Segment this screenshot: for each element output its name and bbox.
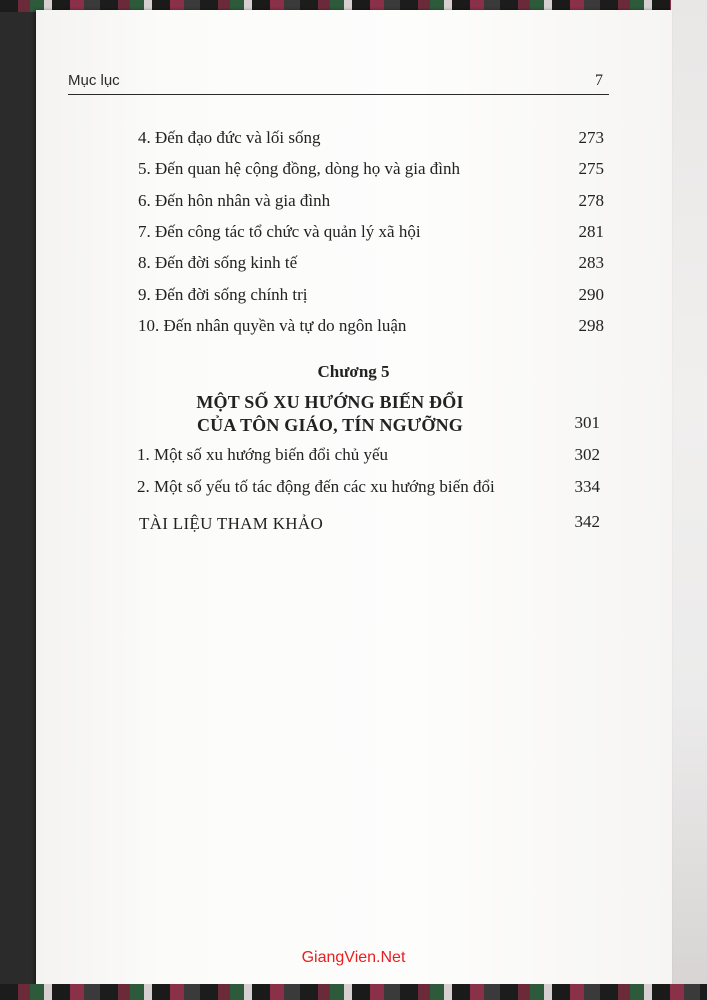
running-head-section: Mục lục: [68, 72, 120, 89]
toc-entry-title: 7. Đến công tác tổ chức và quản lý xã hội: [138, 222, 421, 241]
adjacent-page-edge: [671, 0, 707, 1000]
toc-entry-page: 290: [578, 285, 604, 304]
book-page: [36, 10, 672, 990]
toc-entry-title: 1. Một số xu hướng biến đổi chủ yếu: [137, 445, 388, 464]
toc-entry-page: 281: [578, 222, 604, 241]
toc-entry-title: 6. Đến hôn nhân và gia đình: [138, 191, 331, 210]
toc-entry-title: 9. Đến đời sống chính trị: [138, 285, 308, 304]
toc-entry-page: 278: [578, 191, 604, 210]
toc-entry-title: 4. Đến đạo đức và lối sống: [138, 128, 321, 147]
toc-entry-page: 334: [574, 477, 600, 496]
background-cover-bottom: [0, 984, 707, 1000]
watermark: GiangVien.Net: [301, 949, 406, 966]
running-head: [68, 72, 609, 95]
chapter-title-line1: MỘT SỐ XU HƯỚNG BIẾN ĐỔI: [196, 392, 464, 412]
toc-entry-title: 5. Đến quan hệ cộng đồng, dòng họ và gia đình: [138, 159, 460, 178]
toc-entry-page: 273: [578, 128, 604, 147]
toc-entry-page: 298: [578, 316, 604, 335]
toc-entry-title: 8. Đến đời sống kinh tế: [138, 253, 298, 272]
chapter-label: Chương 5: [317, 362, 390, 381]
references-title: TÀI LIỆU THAM KHẢO: [139, 514, 324, 533]
references-page: 342: [574, 512, 600, 531]
toc-entry-title: 10. Đến nhân quyền và tự do ngôn luận: [138, 316, 407, 335]
toc-entry-page: 302: [574, 445, 600, 464]
chapter-page: 301: [574, 413, 600, 432]
toc-entry-page: 275: [578, 159, 604, 178]
toc-entry-title: 2. Một số yếu tố tác động đến các xu hướng biến đổi: [137, 477, 495, 496]
page-number: 7: [595, 72, 603, 89]
toc-entry-page: 283: [578, 253, 604, 272]
chapter-title-line2: CỦA TÔN GIÁO, TÍN NGƯỠNG: [196, 415, 463, 435]
